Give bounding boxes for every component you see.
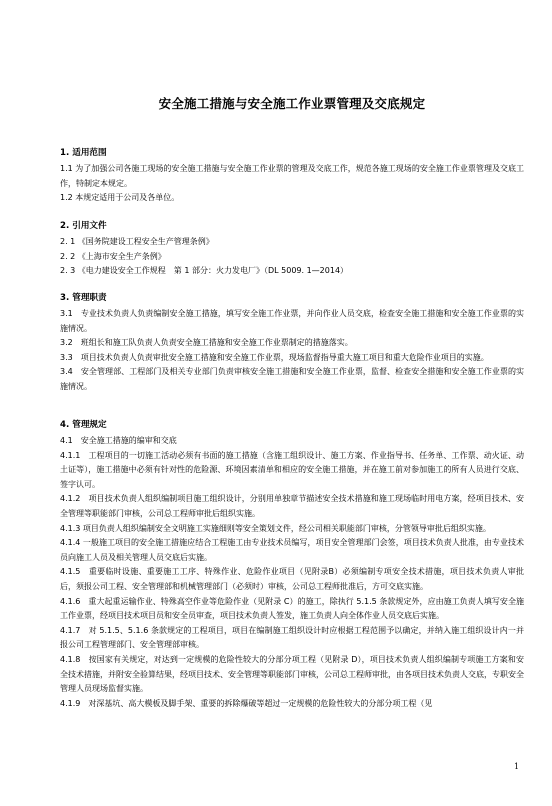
paragraph: 4.1.4 一般施工项目的安全施工措施应结合工程施工由专业技术员编写，项目安全管理部门会签，项目技术负责人批准，由专业技术员向施工人员及相关管理人员交底后实施。 bbox=[60, 538, 524, 562]
paragraph: 4.1.3 项目负责人组织编制安全文明施工实施细则等安全策划文件，经公司相关职能部门审核，分管领导审批后组织实施。 bbox=[60, 523, 491, 533]
paragraph: 1.2 本规定适用于公司及各单位。 bbox=[60, 193, 180, 203]
paragraph: 4.1.1 工程项目的一切施工活动必须有书面的施工措施（含施工组织设计、施工方案、作业指导书、任务单、工作票、动火证、动土证等），施工措施中必须有针对性的危险源、环境因素清单和相应的安全施工措施，并在施工前对参加施工的所有人员进行交底、签字认可。 bbox=[60, 450, 524, 489]
section-heading: 2. 引用文件 bbox=[60, 221, 107, 231]
paragraph: 3.1 专业技术负责人负责编制安全施工措施，填写安全施工作业票，并向作业人员交底，检查安全施工措施和安全施工作业票的实施情况。 bbox=[60, 309, 524, 333]
paragraph: 2. 1 《国务院建设工程安全生产管理条例》 bbox=[60, 237, 214, 246]
paragraph: 3.3 项目技术负责人负责审批安全施工措施和安全施工作业票，现场监督指导重大施工项目和重大危险作业项目的实施。 bbox=[60, 352, 489, 362]
paragraph: 3.2 班组长和施工队负责人负责安全施工措施和安全施工作业票制定的措施落实。 bbox=[60, 338, 353, 348]
paragraph: 4.1.7 对 5.1.5、5.1.6 条款规定的工程项目，项目在编制施工组织设计时应根据工程范围予以确定，并纳入施工组织设计内一并报公司工程管理部门、安全管理部审核。 bbox=[60, 625, 524, 650]
paragraph: 2. 3 《电力建设安全工作规程 第 1 部分：火力发电厂》（DL 5009. 1—2014） bbox=[60, 266, 349, 276]
paragraph: 4.1.9 对深基坑、高大模板及脚手架、重要的拆除爆破等超过一定规模的危险性较大的分部分项工程（见 bbox=[60, 698, 433, 708]
paragraph: 3.4 安全管理部、工程部门及相关专业部门负责审核安全施工措施和安全施工作业票，监督、检查安全措施和安全施工作业票的实施情况。 bbox=[60, 367, 524, 391]
paragraph: 4.1 安全施工措施的编审和交底 bbox=[60, 436, 177, 445]
page-number: 1 bbox=[514, 762, 520, 771]
paragraph: 4.1.6 重大起重运输作业、特殊高空作业等危险作业（见附录 C）的施工，除执行 5.1.5 条款规定外，应由施工负责人填写安全施工作业票，经项目技术项目员和安全员审查，项目技术负责人签发，施工负责人向全体作业人员交底后实施。 bbox=[60, 596, 524, 621]
section-heading: 1. 适用范围 bbox=[60, 148, 107, 158]
section-scope bbox=[60, 146, 524, 206]
document-title: 安全施工措施与安全施工作业票管理及交底规定 bbox=[158, 96, 426, 111]
section-heading: 3. 管理职责 bbox=[60, 293, 107, 303]
section-references bbox=[60, 219, 524, 279]
paragraph: 1.1 为了加强公司各施工现场的安全施工措施与安全施工作业票的管理及交底工作，规范各施工现场的安全施工作业票管理及交底工作，特制定本规定。 bbox=[60, 164, 524, 188]
paragraph: 4.1.8 按国家有关规定，对达到一定规模的危险性较大的分部分项工程（见附录 D），项目技术负责人组织编制专项施工方案和安全技术措施，并附安全验算结果，经项目技术、安全管理等职能部门审核，公司总工程师审批，由各项目技术负责人交底，专职安全管理人员现场监督实施。 bbox=[60, 654, 524, 694]
paragraph: 4.1.5 重要临时设施、重要施工工序、特殊作业、危险作业项目（见附录B）必须编制专项安全技术措施，项目技术负责人审批后，须报公司工程、安全管理部和机械管理部门（必须时）审核，公司总工程师批准后，方可交底实施。 bbox=[60, 567, 524, 591]
section-heading: 4. 管理规定 bbox=[60, 420, 107, 430]
paragraph: 2. 2 《上海市安全生产条例》 bbox=[60, 251, 166, 261]
paragraph: 4.1.2 项目技术负责人组织编制项目施工组织设计，分别用单独章节描述安全技术措施和施工现场临时用电方案，经项目技术、安全管理等职能部门审核，公司总工程师审批后组织实施。 bbox=[60, 494, 524, 518]
section-responsibilities bbox=[60, 291, 524, 395]
section-regulations bbox=[60, 418, 524, 711]
